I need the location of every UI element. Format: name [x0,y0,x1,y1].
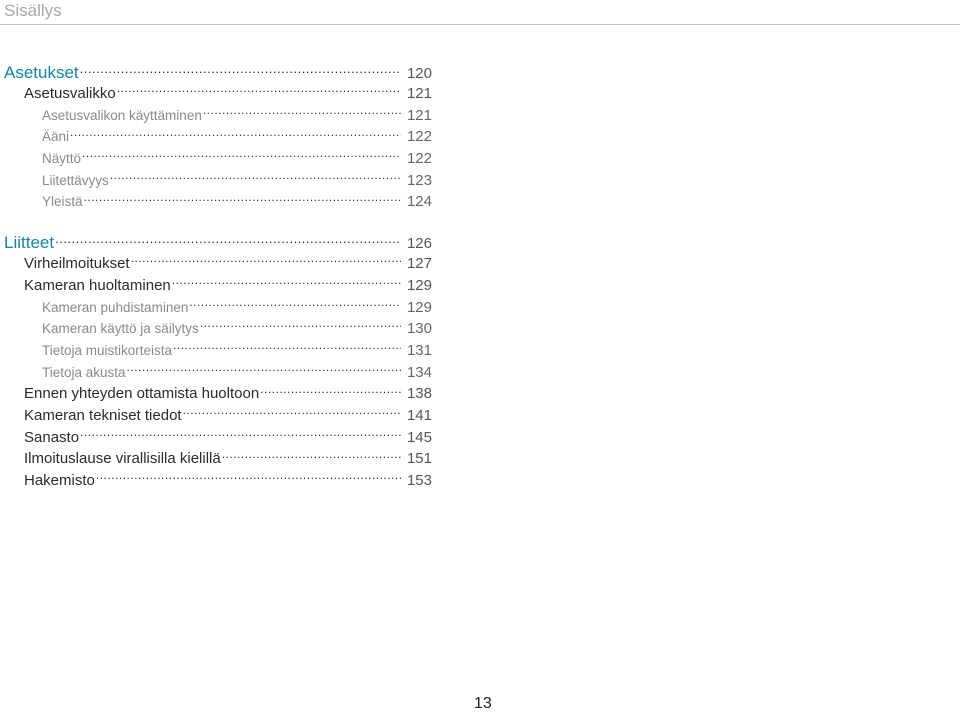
toc-section-asetukset[interactable] [4,61,432,83]
toc-section-title: Liitteet [4,233,55,253]
dot-leader [127,363,401,377]
dot-leader [70,128,401,142]
table-of-contents [4,61,432,492]
dot-leader [131,253,401,268]
toc-entry-label: Kameran huoltaminen [24,276,171,294]
dot-leader [189,298,401,312]
toc-page-number: 122 [406,150,432,168]
toc-entry[interactable] [4,275,432,297]
toc-subentry[interactable] [4,362,432,384]
dot-leader [172,275,401,290]
dot-leader [96,470,401,485]
dot-leader [222,448,401,463]
toc-subentry[interactable] [4,340,432,362]
toc-subentry[interactable] [4,318,432,340]
toc-entry[interactable] [4,383,432,405]
toc-subentry[interactable] [4,148,432,170]
header-title: Sisällys [4,1,62,20]
toc-entry-label: Näyttö [42,151,82,167]
toc-page-number: 120 [406,65,432,82]
toc-page-number: 141 [406,406,432,424]
dot-leader [203,106,401,120]
toc-entry-label: Sanasto [24,428,80,446]
toc-entry-label: Asetusvalikon käyttäminen [42,107,202,123]
toc-page-number: 130 [406,320,432,338]
toc-page-number: 123 [406,171,432,189]
toc-entry-label: Tietoja muistikorteista [42,342,173,358]
toc-entry[interactable] [4,427,432,449]
dot-leader [117,83,401,98]
page-number: 13 [474,695,492,712]
toc-page-number: 138 [406,385,432,403]
dot-leader [200,320,401,334]
dot-leader [80,61,401,78]
toc-page-number: 122 [406,128,432,146]
section-spacer [4,213,432,231]
toc-section-title: Asetukset [4,63,79,82]
dot-leader [84,193,401,207]
dot-leader [55,231,401,248]
toc-page-number: 127 [406,255,432,273]
toc-page-number: 121 [406,85,432,102]
toc-entry-label: Ennen yhteyden ottamista huoltoon [24,385,260,403]
toc-entry-label: Hakemisto [24,472,95,489]
toc-page-number: 153 [406,472,432,489]
toc-entry-label: Ääni [42,129,70,145]
toc-entry[interactable] [4,448,432,470]
toc-entry-label: Asetusvalikko [24,85,116,102]
toc-page-number: 126 [406,235,432,253]
toc-entry[interactable] [4,405,432,427]
toc-entry[interactable] [4,83,432,105]
dot-leader [80,427,401,442]
dot-leader [183,405,401,420]
toc-entry-label: Kameran puhdistaminen [42,299,189,315]
dot-leader [173,341,401,355]
toc-subentry[interactable] [4,297,432,319]
toc-page-number: 121 [406,106,432,124]
dot-leader [82,150,401,164]
toc-subentry[interactable] [4,105,432,127]
dot-leader [260,383,401,398]
toc-page-number: 134 [406,363,432,381]
toc-entry-label: Liitettävyys [42,172,109,188]
toc-entry-label: Kameran käyttö ja säilytys [42,321,199,337]
toc-page-number: 131 [406,341,432,359]
toc-page-number: 145 [406,428,432,446]
dot-leader [110,171,401,185]
toc-page-number: 124 [406,193,432,211]
toc-entry-label: Kameran tekniset tiedot [24,406,182,424]
toc-subentry[interactable] [4,126,432,148]
toc-page-number: 129 [406,276,432,294]
toc-section-liitteet[interactable] [4,231,432,253]
toc-page-number: 151 [406,450,432,468]
toc-entry[interactable] [4,253,432,275]
toc-entry-label: Tietoja akusta [42,364,126,380]
page-header [0,0,960,25]
toc-entry[interactable] [4,470,432,492]
toc-entry-label: Ilmoituslause virallisilla kielillä [24,450,221,468]
toc-page-number: 129 [406,298,432,316]
toc-subentry[interactable] [4,170,432,192]
toc-subentry[interactable] [4,191,432,213]
toc-entry-label: Virheilmoitukset [24,255,130,273]
toc-entry-label: Yleistä [42,194,83,210]
